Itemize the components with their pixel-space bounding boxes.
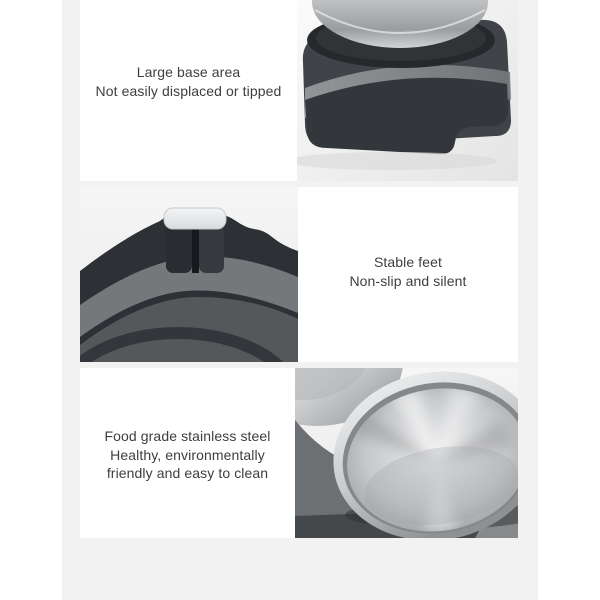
feature-text-panel xyxy=(80,368,295,538)
feature-section-stable-feet xyxy=(80,187,518,362)
feature-caption xyxy=(104,427,270,483)
caption-line: Non-slip and silent xyxy=(349,272,467,289)
caption-line: Large base area xyxy=(136,64,241,80)
feature-caption xyxy=(349,253,466,290)
product-description-image xyxy=(62,0,538,600)
foot-pad xyxy=(164,208,226,229)
feature-photo-cell xyxy=(297,0,518,181)
feature-section-large-base xyxy=(80,0,518,181)
stainless-bowls-photo xyxy=(295,368,518,538)
base-corner-foot-photo xyxy=(80,187,298,362)
feature-text-panel xyxy=(298,187,518,362)
caption-line: Stable feet xyxy=(373,254,443,270)
feature-caption xyxy=(96,63,282,100)
bowl-on-base-photo xyxy=(297,0,518,181)
feature-photo-cell xyxy=(80,187,298,362)
feature-section-stainless-steel xyxy=(80,368,518,538)
feature-text-panel xyxy=(80,0,297,181)
non-slip-foot xyxy=(164,208,226,273)
caption-line: Not easily displaced or tipped xyxy=(95,82,282,99)
caption-line: Food grade stainless steel xyxy=(104,428,271,445)
content-column xyxy=(62,0,538,538)
caption-line: Healthy, environmentally xyxy=(110,446,265,463)
feature-photo-cell xyxy=(295,368,518,538)
caption-line: friendly and easy to clean xyxy=(106,465,269,482)
